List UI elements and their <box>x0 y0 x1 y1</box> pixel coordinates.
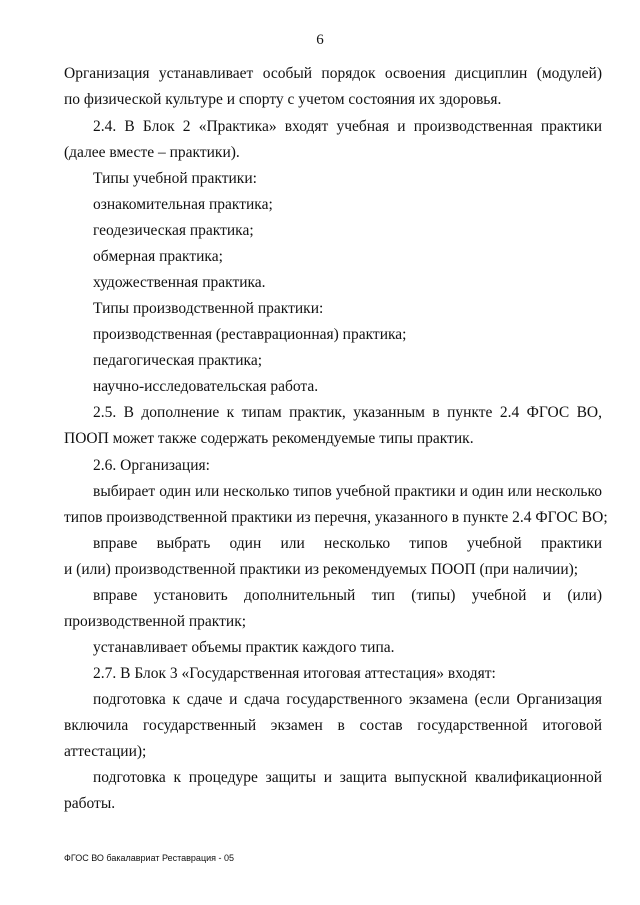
text-line: устанавливает объемы практик каждого типа. <box>93 639 395 656</box>
page-number: 6 <box>316 32 324 48</box>
text-line: выбирает один или несколько типов учебной практики и один или несколько <box>93 483 602 500</box>
page-footer: ФГОС ВО бакалавриат Реставрация - 05 <box>64 853 235 863</box>
text-line: научно-исследовательская работа. <box>93 378 319 395</box>
text-line: педагогическая практика; <box>93 352 263 369</box>
text-line: включила государственный экзамен в состав государственной итоговой <box>64 717 602 734</box>
text-line: 2.5. В дополнение к типам практик, указанным в пункте 2.4 ФГОС ВО, <box>93 404 602 421</box>
text-line: подготовка к сдаче и сдача государственного экзамена (если Организация <box>93 691 602 708</box>
text-line: по физической культуре и спорту с учетом состояния их здоровья. <box>64 91 502 108</box>
text-line: производственная (реставрационная) практика; <box>93 326 407 343</box>
text-line: аттестации); <box>64 743 147 760</box>
text-line: 2.7. В Блок 3 «Государственная итоговая аттестация» входят: <box>93 665 496 682</box>
text-line: Типы учебной практики: <box>93 170 257 187</box>
text-line: 2.4. В Блок 2 «Практика» входят учебная и производственная практики <box>93 118 602 135</box>
text-line: подготовка к процедуре защиты и защита выпускной квалификационной <box>93 769 602 786</box>
text-line: (далее вместе – практики). <box>64 144 240 161</box>
text-line: геодезическая практика; <box>93 222 254 239</box>
text-line: работы. <box>64 795 116 812</box>
text-line: вправе установить дополнительный тип (типы) учебной и (или) <box>93 587 602 604</box>
text-line: ознакомительная практика; <box>93 196 273 213</box>
text-line: Типы производственной практики: <box>93 300 324 317</box>
text-line: ПООП может также содержать рекомендуемые типы практик. <box>64 430 474 447</box>
text-line: и (или) производственной практики из рекомендуемых ПООП (при наличии); <box>64 561 579 578</box>
text-line: художественная практика. <box>93 274 266 291</box>
text-line: Организация устанавливает особый порядок освоения дисциплин (модулей) <box>64 65 602 82</box>
text-line: типов производственной практики из перечня, указанного в пункте 2.4 ФГОС ВО; <box>64 509 608 526</box>
text-line: 2.6. Организация: <box>93 457 210 474</box>
text-line: обмерная практика; <box>93 248 223 265</box>
text-line: производственной практик; <box>64 613 247 630</box>
text-line: вправе выбрать один или несколько типов учебной практики <box>93 535 602 552</box>
